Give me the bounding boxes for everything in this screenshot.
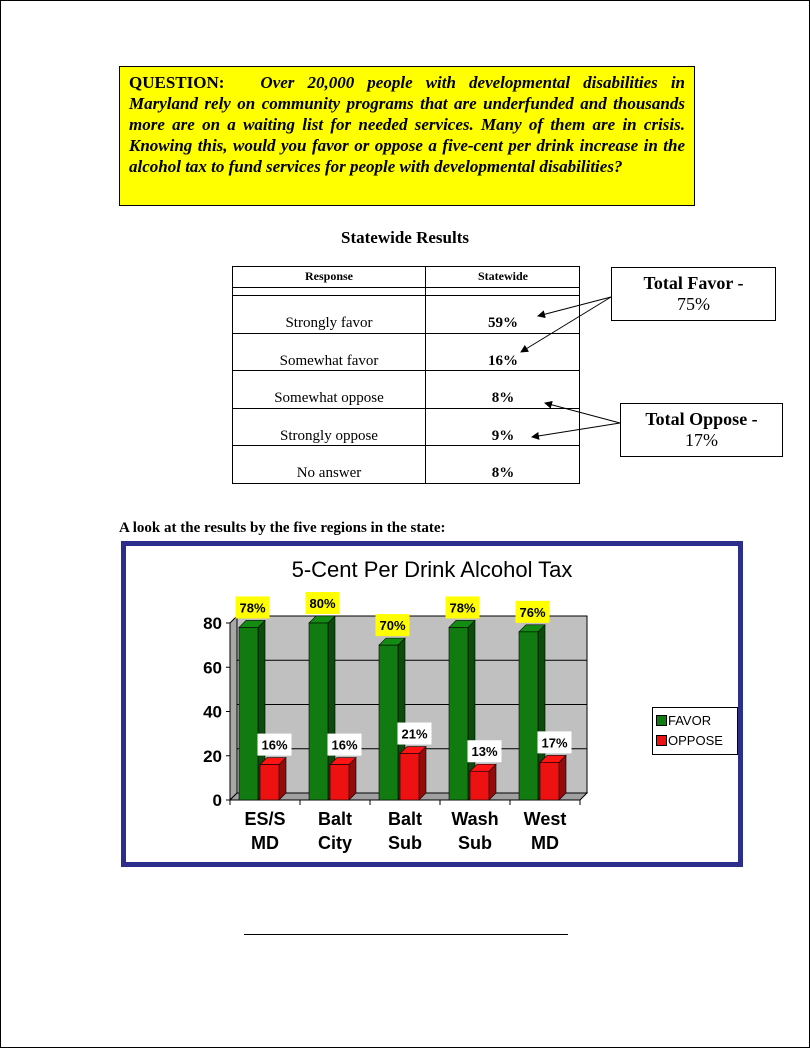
total-oppose-value: 17% bbox=[685, 430, 718, 450]
header-rule-double bbox=[233, 295, 579, 296]
row-divider bbox=[233, 445, 579, 446]
chart-container bbox=[121, 541, 743, 867]
oppose-bar bbox=[400, 754, 419, 800]
favor-bar bbox=[309, 623, 328, 800]
legend-item-oppose bbox=[656, 732, 723, 750]
column-divider bbox=[425, 267, 426, 483]
table-cell-response: Strongly favor bbox=[285, 315, 373, 331]
row-divider bbox=[233, 333, 579, 334]
chart-legend bbox=[652, 707, 738, 755]
favor-bar bbox=[519, 632, 538, 800]
row-divider bbox=[233, 370, 579, 371]
column-header-statewide: Statewide bbox=[478, 269, 528, 283]
table-cell-value: 59% bbox=[488, 315, 518, 331]
x-category-label: Wash bbox=[451, 809, 499, 829]
x-category-label: MD bbox=[531, 833, 559, 853]
favor-bar bbox=[449, 627, 468, 800]
table-cell-value: 8% bbox=[491, 465, 515, 481]
favor-bar bbox=[239, 627, 258, 800]
question-text: Over 20,000 people with developmental disabilities in Maryland rely on community programs that are underfunded and thousands more are on a waiting list for needed services. Many of them are in crisis. Knowing this, would you favor or oppose a five-cent per drink increase in the alcohol tax to fund services for people with developmental disabilities? bbox=[129, 73, 685, 176]
favor-data-label: 70% bbox=[379, 618, 406, 634]
favor-data-label: 80% bbox=[309, 596, 336, 611]
favor-data-label: 78% bbox=[449, 600, 476, 616]
total-oppose-title: Total Oppose - bbox=[645, 409, 758, 429]
oppose-bar bbox=[260, 765, 279, 800]
x-category-label: City bbox=[317, 833, 353, 853]
x-category-label: MD bbox=[251, 833, 279, 853]
table-cell-value: 16% bbox=[488, 353, 518, 369]
x-category-label: ES/S bbox=[244, 809, 286, 829]
oppose-bar-side bbox=[419, 747, 426, 800]
total-favor-callout bbox=[611, 267, 776, 321]
total-favor-value: 75% bbox=[677, 294, 710, 314]
x-category-label: Balt bbox=[317, 809, 353, 829]
legend-label-favor: FAVOR bbox=[668, 713, 712, 728]
results-table bbox=[232, 266, 580, 484]
header-rule bbox=[233, 287, 579, 288]
table-cell-response: Somewhat oppose bbox=[274, 390, 384, 406]
bar-chart bbox=[126, 546, 738, 862]
oppose-data-label: 21% bbox=[401, 726, 428, 742]
column-header-response: Response bbox=[304, 269, 353, 283]
x-category-label: Balt bbox=[387, 809, 423, 829]
table-cell-response: Strongly oppose bbox=[280, 428, 378, 444]
table-cell-response: No answer bbox=[296, 465, 362, 481]
oppose-data-label: 16% bbox=[331, 737, 358, 753]
oppose-bar-side bbox=[559, 755, 566, 800]
total-oppose-callout bbox=[620, 403, 783, 457]
question-box bbox=[119, 66, 695, 206]
oppose-data-label: 17% bbox=[541, 735, 568, 751]
table-cell-response: Somewhat favor bbox=[279, 353, 379, 369]
oppose-bar bbox=[330, 765, 349, 800]
oppose-bar bbox=[540, 762, 559, 800]
signature-line bbox=[244, 934, 568, 935]
y-tick-label: 60 bbox=[203, 658, 222, 678]
table-cell-value: 8% bbox=[491, 390, 515, 406]
legend-item-favor bbox=[656, 712, 711, 730]
table-cell-value: 9% bbox=[491, 428, 515, 444]
total-favor-title: Total Favor - bbox=[643, 273, 744, 293]
y-tick-label: 80 bbox=[203, 614, 222, 633]
y-tick-label: 0 bbox=[212, 791, 222, 810]
regions-caption: A look at the results by the five regions in the state: bbox=[119, 520, 446, 536]
oppose-data-label: 16% bbox=[261, 737, 288, 753]
legend-label-oppose: OPPOSE bbox=[668, 733, 723, 748]
x-category-label: Sub bbox=[388, 833, 422, 853]
question-label: QUESTION: bbox=[129, 73, 225, 92]
y-tick-label: 40 bbox=[203, 702, 222, 722]
chart-title: 5-Cent Per Drink Alcohol Tax bbox=[291, 557, 573, 582]
plot-side-wall bbox=[230, 616, 237, 800]
oppose-data-label: 13% bbox=[471, 744, 498, 760]
legend-swatch-oppose bbox=[656, 735, 667, 746]
favor-data-label: 76% bbox=[519, 604, 546, 620]
favor-data-label: 78% bbox=[239, 600, 266, 616]
row-divider bbox=[233, 408, 579, 409]
results-title: Statewide Results bbox=[341, 228, 469, 247]
oppose-bar bbox=[470, 771, 489, 800]
favor-bar bbox=[379, 645, 398, 800]
y-tick-label: 20 bbox=[203, 746, 222, 766]
x-category-label: Sub bbox=[458, 833, 492, 853]
x-category-label: West bbox=[523, 809, 567, 829]
legend-swatch-favor bbox=[656, 715, 667, 726]
